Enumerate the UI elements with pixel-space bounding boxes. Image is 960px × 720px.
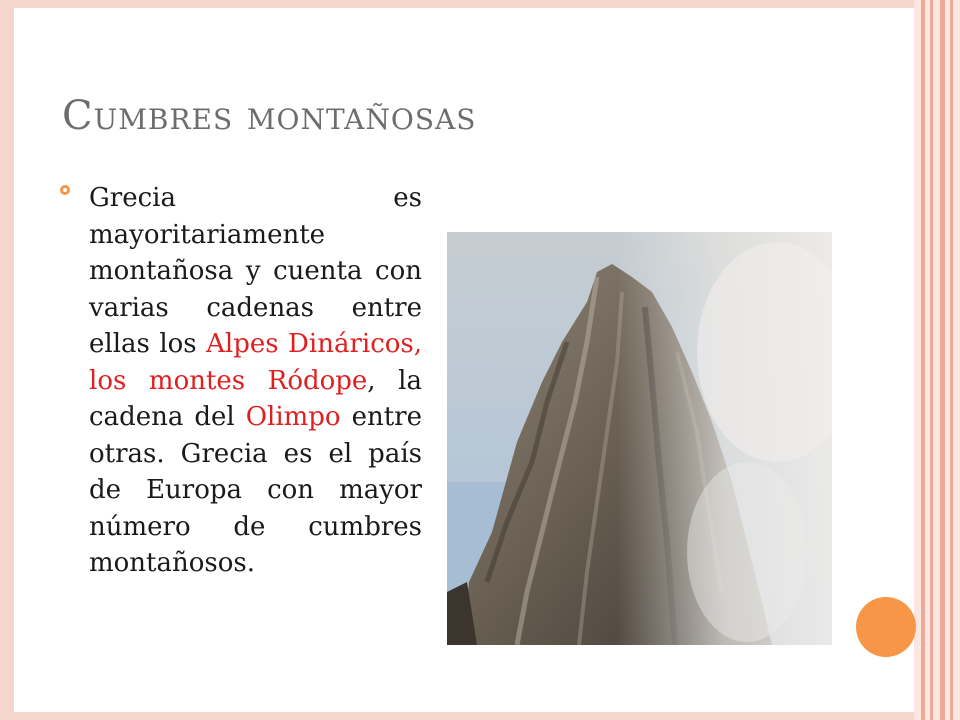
slide-frame-top bbox=[0, 0, 960, 8]
highlight-mountain-ranges[interactable]: Alpes Dináricos, los montes Ródope bbox=[89, 329, 423, 396]
frame-stripe bbox=[930, 0, 933, 720]
mountain-photo bbox=[447, 232, 832, 645]
slide-frame-bottom bbox=[0, 712, 960, 720]
frame-stripe bbox=[940, 0, 945, 720]
body-text-segment: entre otras. Grecia es el país de Europa con mayor número de cumbres montañosos. bbox=[89, 402, 422, 578]
slide-frame-left bbox=[0, 0, 14, 720]
body-paragraph bbox=[89, 180, 422, 582]
frame-stripe bbox=[950, 0, 953, 720]
slide-title: Cumbres montañosas bbox=[62, 93, 477, 139]
body-text-segment: Grecia es mayoritariamente montañosa y cuenta con varias cadenas entre ellas los bbox=[89, 183, 422, 359]
bullet-ring-icon bbox=[60, 185, 70, 195]
body-text-segment: , la cadena del bbox=[89, 365, 422, 432]
frame-stripe bbox=[921, 0, 925, 720]
decorative-circle bbox=[856, 597, 916, 657]
highlight-olimpo[interactable]: Olimpo bbox=[245, 402, 341, 432]
